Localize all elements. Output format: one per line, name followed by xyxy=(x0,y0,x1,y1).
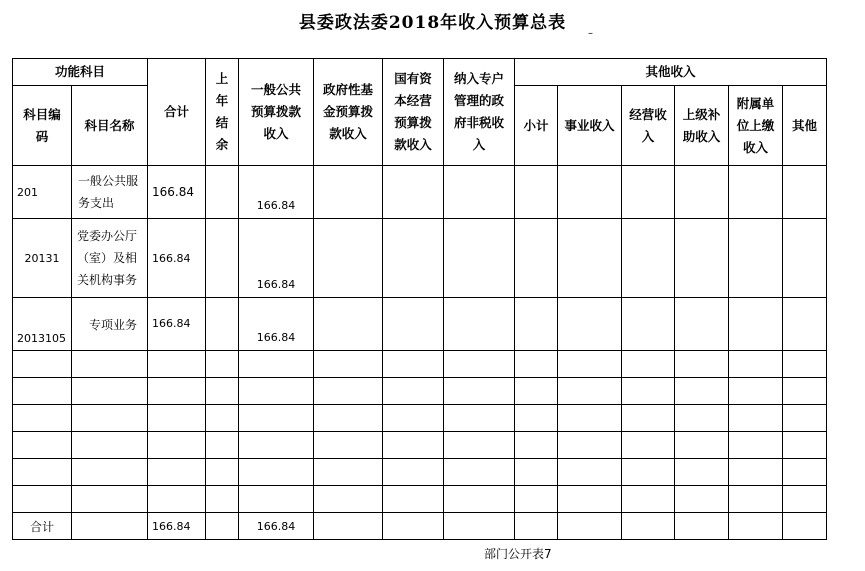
header-business-income: 事业收入 xyxy=(558,86,622,166)
empty-row xyxy=(13,486,827,513)
row-total: 166.84 xyxy=(148,166,206,219)
row-total: 166.84 xyxy=(148,219,206,298)
row-code: 20131 xyxy=(13,219,72,298)
empty-row xyxy=(13,378,827,405)
budget-table xyxy=(12,58,827,540)
title-mark: – xyxy=(588,28,593,39)
total-label: 合计 xyxy=(13,513,72,540)
header-gov-fund-budget: 政府性基金预算拨款收入 xyxy=(314,59,383,166)
row-general: 166.84 xyxy=(239,219,314,298)
total-row xyxy=(13,513,827,540)
empty-row xyxy=(13,432,827,459)
header-last-year-balance: 上年结余 xyxy=(206,59,239,166)
footer-label: 部门公开表7 xyxy=(484,547,552,561)
header-subject-name: 科目名称 xyxy=(72,86,148,166)
row-general: 166.84 xyxy=(239,298,314,351)
header-total: 合计 xyxy=(148,59,206,166)
empty-row xyxy=(13,351,827,378)
table-row xyxy=(13,298,827,351)
total-general: 166.84 xyxy=(239,513,314,540)
row-total: 166.84 xyxy=(148,298,206,351)
header-operating-income: 经营收入 xyxy=(622,86,675,166)
row-general: 166.84 xyxy=(239,166,314,219)
header-other: 其他 xyxy=(783,86,827,166)
header-subtotal: 小计 xyxy=(515,86,558,166)
header-subject-code: 科目编码 xyxy=(13,86,72,166)
page-title: 县委政法委2018年收入预算总表 xyxy=(298,13,567,33)
empty-row xyxy=(13,459,827,486)
header-other-income: 其他收入 xyxy=(515,59,827,86)
header-general-public-budget: 一般公共预算拨款收入 xyxy=(239,59,314,166)
header-affiliate-payment: 附属单位上缴收入 xyxy=(729,86,783,166)
empty-row xyxy=(13,405,827,432)
row-code: 201 xyxy=(13,166,72,219)
table-row xyxy=(13,219,827,298)
header-state-capital-budget: 国有资本经营预算拨款收入 xyxy=(383,59,444,166)
header-special-non-tax: 纳入专户管理的政府非税收入 xyxy=(444,59,515,166)
header-superior-subsidy: 上级补助收入 xyxy=(675,86,729,166)
table-row xyxy=(13,166,827,219)
row-code: 2013105 xyxy=(13,298,72,351)
row-name: 党委办公厅（室）及相关机构事务 xyxy=(72,219,148,298)
row-name: 一般公共服务支出 xyxy=(72,166,148,219)
header-functional-subject: 功能科目 xyxy=(13,59,148,86)
row-name: 专项业务 xyxy=(72,298,148,351)
total-value: 166.84 xyxy=(148,513,206,540)
